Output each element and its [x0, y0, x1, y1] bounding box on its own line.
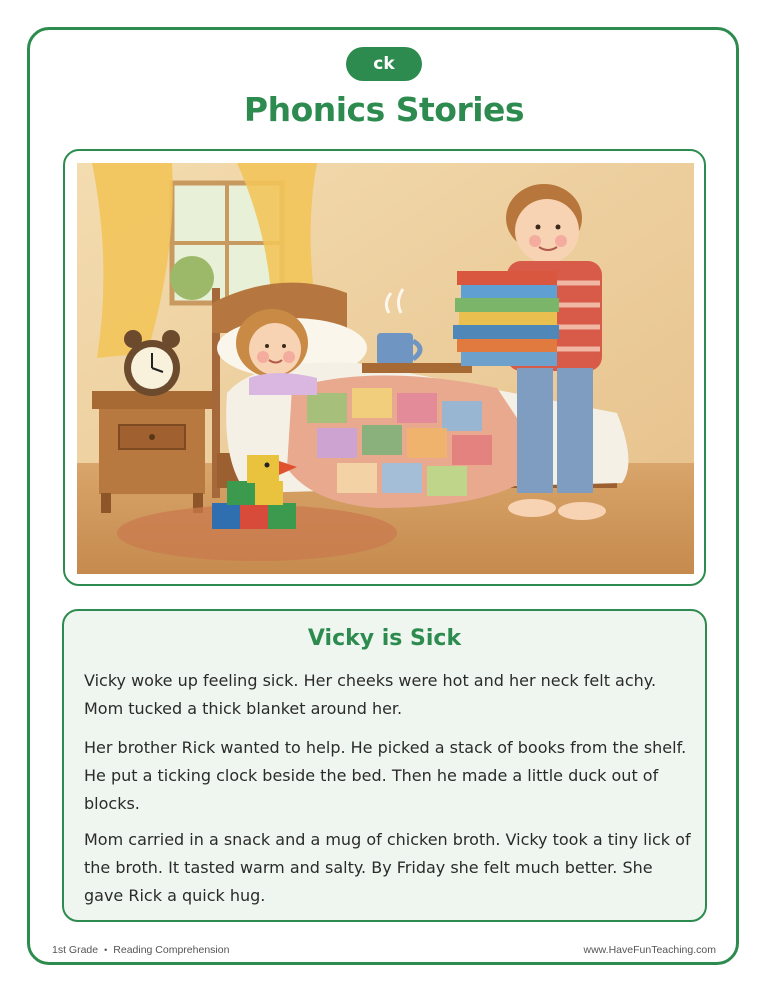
phonics-badge: ck — [346, 47, 422, 81]
story-paragraph-2: Her brother Rick wanted to help. He picked a stack of books from the shelf. He put a ticking clock beside the bed. Then he made a little duck out of blocks. — [84, 738, 687, 813]
story-title: Vicky is Sick — [307, 626, 462, 651]
story-paragraph-1: Vicky woke up feeling sick. Her cheeks were hot and her neck felt achy. Mom tucked a thick blanket around her. — [84, 671, 657, 718]
book-stack — [453, 271, 559, 366]
footer-left — [52, 944, 229, 956]
story-panel — [62, 609, 707, 922]
story-illustration — [63, 149, 706, 586]
page-title: Phonics Stories — [243, 90, 525, 129]
footer-category: Reading Comprehension — [113, 944, 230, 956]
footer-grade: 1st Grade — [52, 944, 99, 956]
illustration-scene — [77, 163, 694, 574]
footer-separator: • — [104, 945, 108, 955]
story-paragraph-3: Mom carried in a snack and a mug of chicken broth. Vicky took a tiny lick of the broth. It tasted warm and salty. By Friday she felt much better. She gave Rick a quick hug. — [84, 830, 691, 905]
footer-website[interactable]: www.HaveFunTeaching.com — [583, 944, 716, 956]
